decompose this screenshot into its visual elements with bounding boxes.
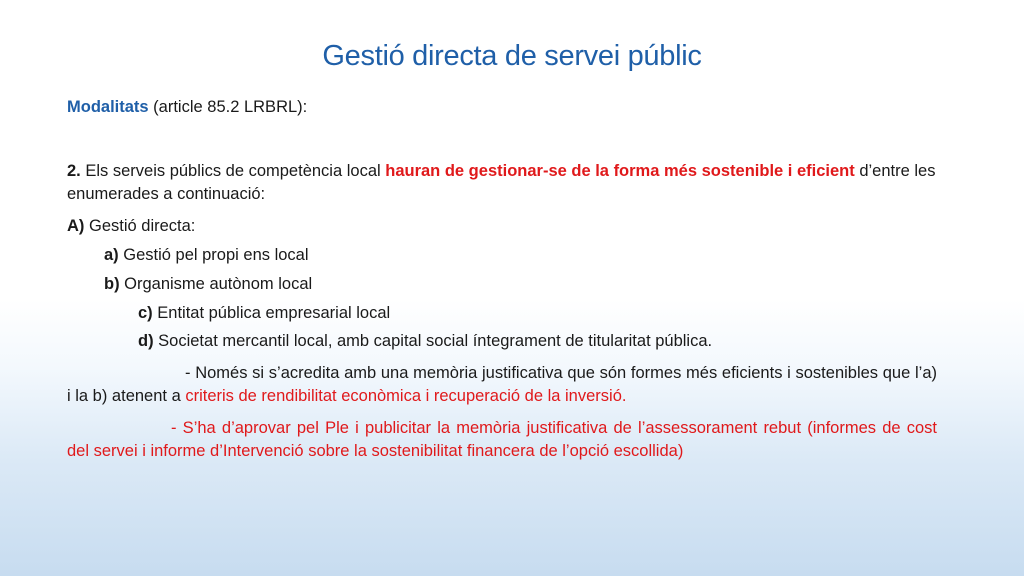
slide-title: Gestió directa de servei públic (322, 40, 702, 72)
list-item-b (67, 273, 937, 296)
section-a-letter: A) (67, 217, 85, 235)
modalitats-label: Modalitats (67, 98, 149, 116)
list-item-letter: c) (138, 304, 153, 322)
list-item-text: Organisme autònom local (119, 275, 313, 293)
slide-body (67, 96, 937, 463)
section-a-text: Gestió directa: (84, 217, 196, 235)
note-1-highlight: criteris de rendibilitat econòmica i recuperació de la inversió. (185, 387, 627, 405)
paragraph-2-text-end: d’entre les enumerades a continuació: (67, 162, 936, 203)
paragraph-2-text-start: Els serveis públics de competència local (80, 162, 386, 180)
section-a (67, 215, 937, 238)
note-1-text: - Només si s’acredita amb una memòria justificativa que són formes més eficients i sostenibles que l’a) i la b) atenent a (67, 364, 937, 405)
list-item-letter: b) (104, 275, 120, 293)
list-item-a (67, 244, 937, 267)
note-2: - S’ha d’aprovar pel Ple i publicitar la memòria justificativa de l’assessorament rebut (informes de cost del servei i informe d’Intervenció sobre la sostenibilitat financera de l’opció escollida) (67, 419, 937, 460)
list-item-text: Societat mercantil local, amb capital social íntegrament de titularitat pública. (153, 332, 713, 350)
list-item-c (67, 302, 937, 325)
list-item-text: Entitat pública empresarial local (152, 304, 391, 322)
paragraph-2-number: 2. (67, 162, 81, 180)
note-1 (67, 362, 937, 408)
paragraph-2-highlight: hauran de gestionar-se de la forma més sostenible i eficient (385, 162, 855, 180)
list-item-letter: d) (138, 332, 154, 350)
list-item-text: Gestió pel propi ens local (118, 246, 309, 264)
paragraph-2 (67, 160, 937, 206)
modalitats-reference: (article 85.2 LRBRL): (148, 98, 308, 116)
modalitats-line (67, 96, 937, 119)
list-item-d (67, 330, 937, 353)
list-item-letter: a) (104, 246, 119, 264)
